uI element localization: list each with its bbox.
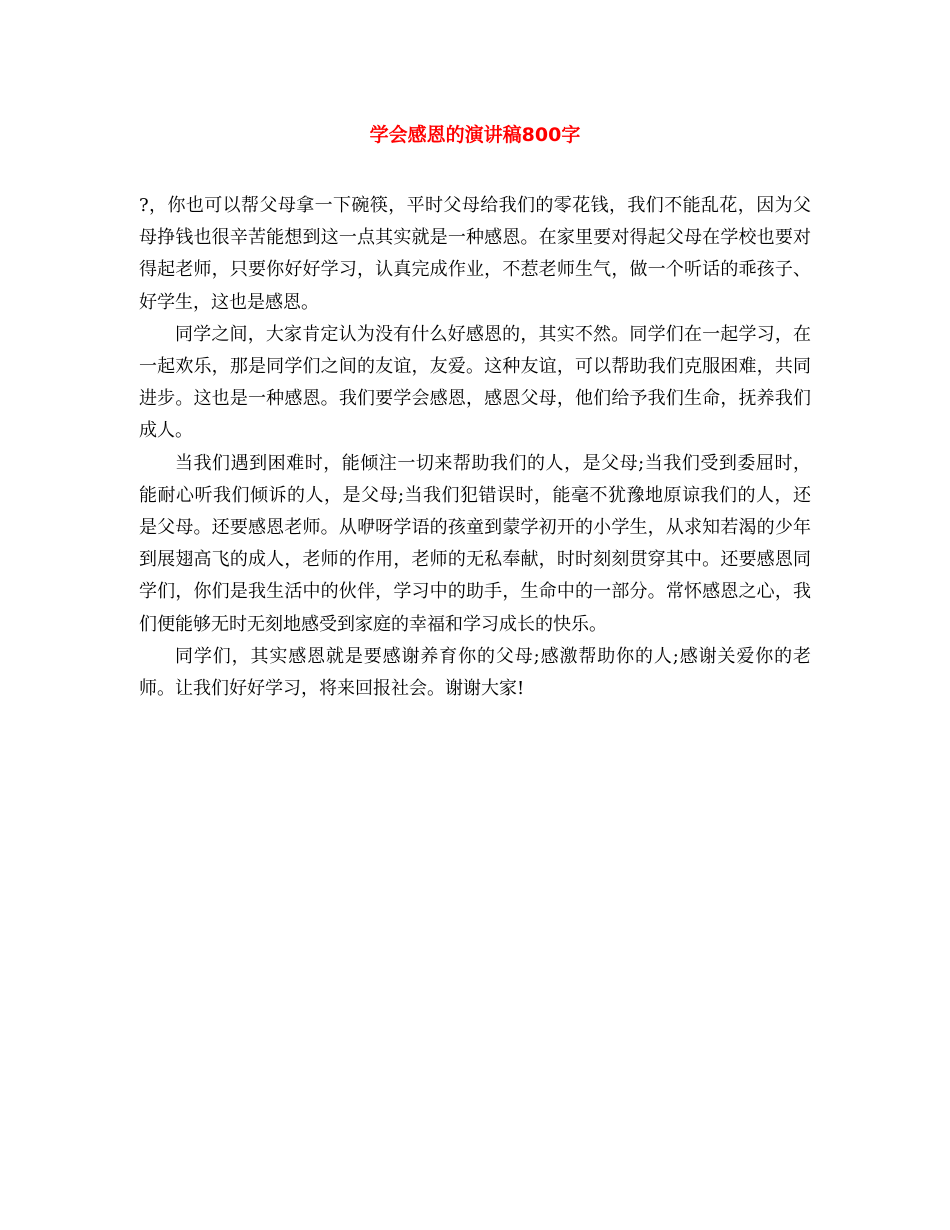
paragraph-3: 当我们遇到困难时，能倾注一切来帮助我们的人，是父母;当我们受到委屈时，能耐心听我们倾诉的人，是父母;当我们犯错误时，能毫不犹豫地原谅我们的人，还是父母。还要感恩老师。从咿呀学语的孩童到蒙学初开的小学生，从求知若渴的少年到展翅高飞的成人，老师的作用，老师的无私奉献，时时刻刻贯穿其中。还要感恩同学们，你们是我生活中的伙伴，学习中的助手，生命中的一部分。常怀感恩之心，我们便能够无时无刻地感受到家庭的幸福和学习成长的快乐。	[139, 452, 811, 635]
paragraph-1: ?，你也可以帮父母拿一下碗筷，平时父母给我们的零花钱，我们不能乱花，因为父母挣钱也很辛苦能想到这一点其实就是一种感恩。在家里要对得起父母在学校也要对得起老师，只要你好好学习，认真完成作业，不惹老师生气，做一个听话的乖孩子、好学生，这也是感恩。	[139, 195, 811, 313]
document-body	[139, 190, 811, 705]
document-title: 学会感恩的演讲稿800字	[369, 124, 581, 146]
paragraph-4: 同学们，其实感恩就是要感谢养育你的父母;感激帮助你的人;感谢关爱你的老师。让我们好好学习，将来回报社会。谢谢大家!	[139, 645, 811, 700]
paragraph-2: 同学之间，大家肯定认为没有什么好感恩的，其实不然。同学们在一起学习，在一起欢乐，那是同学们之间的友谊，友爱。这种友谊，可以帮助我们克服困难，共同进步。这也是一种感恩。我们要学会感恩，感恩父母，他们给予我们生命，抚养我们成人。	[139, 323, 811, 442]
